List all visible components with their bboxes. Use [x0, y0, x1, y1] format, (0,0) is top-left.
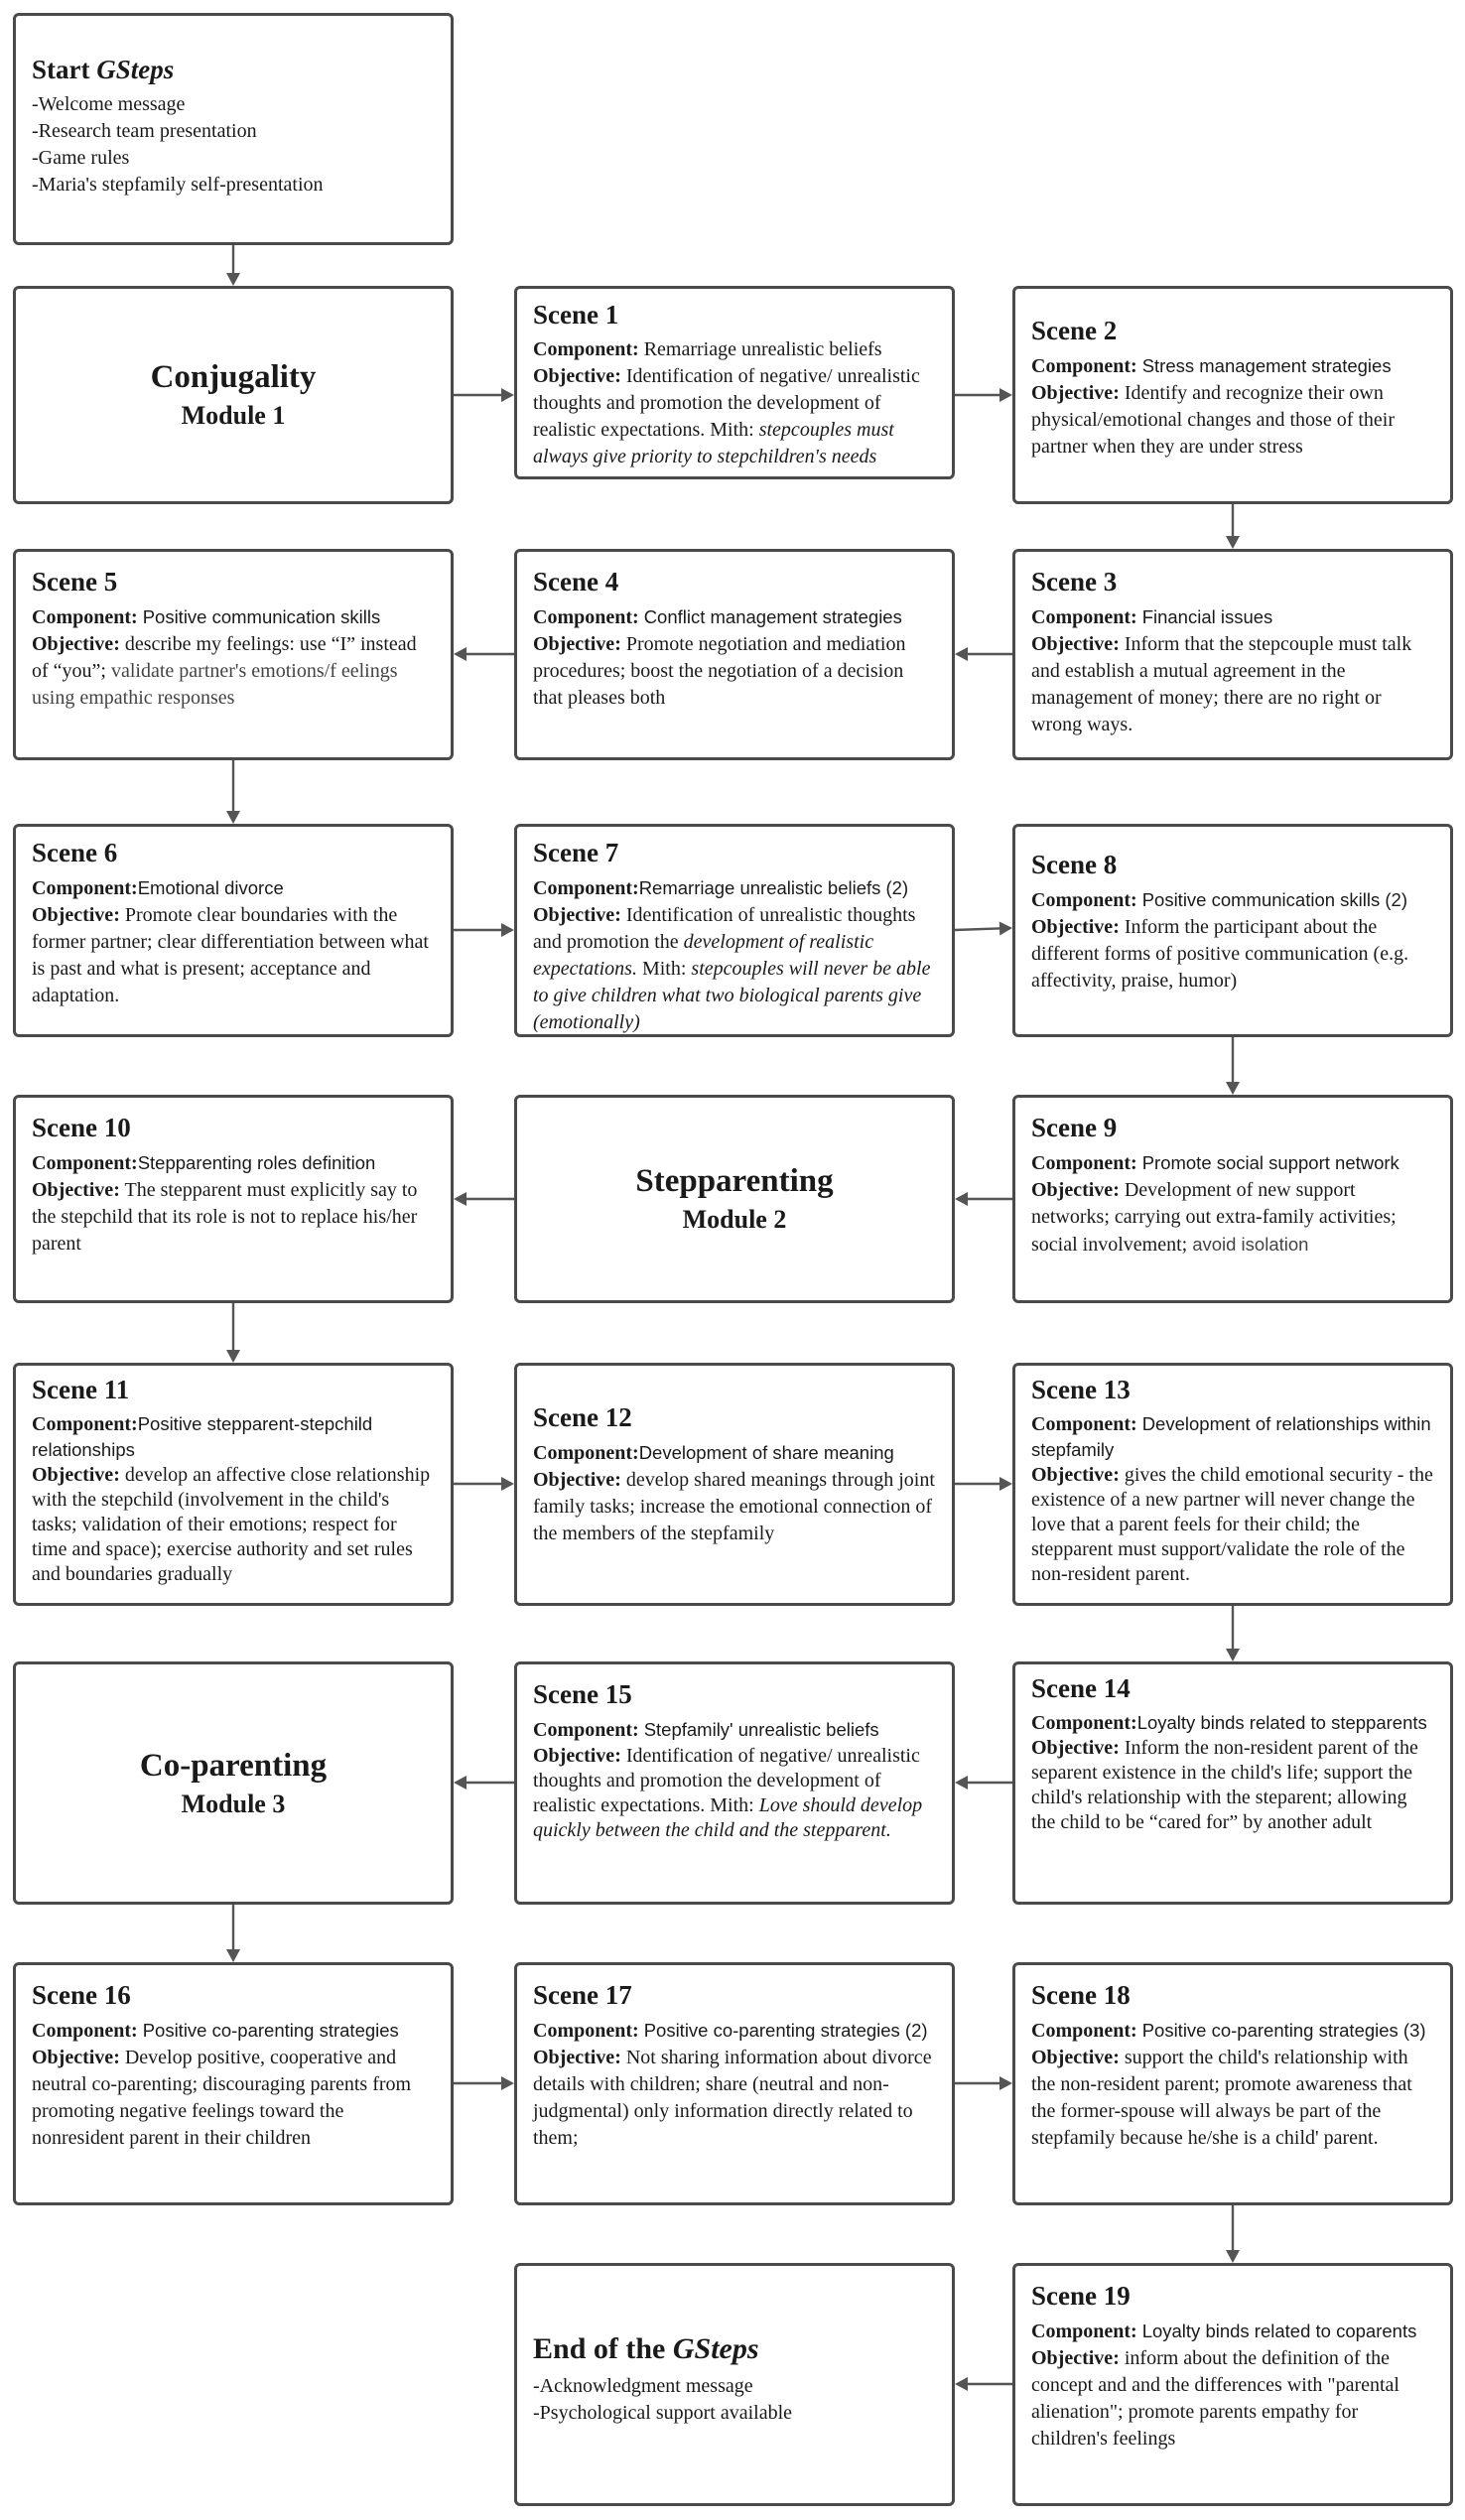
- arrowhead-icon: [501, 1477, 514, 1491]
- arrowhead-icon: [454, 647, 466, 661]
- objective-label: Objective:: [32, 904, 120, 926]
- objective-label: Objective:: [1031, 1737, 1120, 1759]
- scene-9-box: [1012, 1095, 1453, 1303]
- component-label: Component:: [533, 1719, 639, 1741]
- start-box: [13, 13, 454, 245]
- scene-6-title: Scene 6: [32, 838, 118, 867]
- module-3-subtitle: Module 3: [181, 1789, 286, 1818]
- scene-15-component: Stepfamily' unrealistic beliefs: [643, 1719, 879, 1740]
- scene-9-objective-extra: avoid isolation: [1192, 1234, 1309, 1255]
- scene-8-objective: Inform the participant about the different forms of positive communication (e.g. affectivity, praise, humor): [1031, 916, 1409, 992]
- arrowhead-icon: [1226, 536, 1240, 549]
- scene-7-objective-italic: development of realistic expectations.: [533, 931, 874, 980]
- arrowhead-icon: [501, 388, 514, 402]
- flow-arrow-line: [955, 928, 999, 930]
- scene-13-box: [1012, 1363, 1453, 1606]
- scene-8-component: Positive communication skills (2): [1141, 889, 1407, 910]
- scene-3-title: Scene 3: [1031, 567, 1118, 597]
- component-label: Component:: [1031, 2020, 1137, 2042]
- scene-19-title: Scene 19: [1031, 2281, 1131, 2311]
- objective-label: Objective:: [533, 365, 621, 387]
- scene-18-box: [1012, 1962, 1453, 2205]
- component-label: Component:: [32, 1152, 138, 1174]
- component-label: Component:: [533, 606, 639, 628]
- scene-12-component: Development of share meaning: [638, 1442, 894, 1463]
- component-label: Component:: [1031, 2321, 1137, 2342]
- scene-12-box: [514, 1363, 955, 1606]
- scene-15-box: [514, 1661, 955, 1905]
- objective-label: Objective:: [1031, 1464, 1120, 1486]
- scene-6-component: Emotional divorce: [137, 877, 284, 898]
- arrowhead-icon: [1226, 2250, 1240, 2263]
- scene-19-component: Loyalty binds related to coparents: [1141, 2321, 1417, 2341]
- scene-5-objective-extra: validate partner's emotions/f eelings using empathic responses: [32, 660, 398, 709]
- component-label: Component:: [533, 877, 639, 899]
- scene-9-objective: Development of new support networks; carrying out extra-family activities; social involvement;: [1031, 1179, 1397, 1256]
- scene-8-box: [1012, 824, 1453, 1037]
- end-title-text: End of the: [533, 2332, 666, 2365]
- scene-17-component: Positive co-parenting strategies (2): [643, 2020, 928, 2041]
- arrowhead-icon: [999, 2076, 1012, 2090]
- arrowhead-icon: [999, 921, 1012, 935]
- scene-17-objective: Not sharing information about divorce details with children; share (neutral and non-judgmental) only information directly related to them;: [533, 2047, 932, 2149]
- scene-9-component: Promote social support network: [1141, 1152, 1399, 1173]
- scene-12-title: Scene 12: [533, 1402, 632, 1432]
- scene-13-objective: gives the child emotional security - the existence of a new partner will never change the love that a parent feels for their child; the stepparent must support/validate the role of the non-resident parent.: [1031, 1464, 1433, 1585]
- scene-5-box: [13, 549, 454, 760]
- scene-7-title: Scene 7: [533, 838, 619, 867]
- scene-11-title: Scene 11: [32, 1375, 130, 1404]
- objective-label: Objective:: [533, 633, 621, 655]
- scene-19-box: [1012, 2263, 1453, 2506]
- start-item: -Maria's stepfamily self-presentation: [32, 174, 324, 196]
- scene-3-objective: Inform that the stepcouple must talk and establish a mutual agreement in the management of money; there are no right or wrong ways.: [1031, 633, 1412, 735]
- scene-7-box: [514, 824, 955, 1037]
- scene-11-box: [13, 1363, 454, 1606]
- objective-label: Objective:: [1031, 382, 1120, 404]
- component-label: Component:: [32, 1413, 138, 1435]
- scene-5-title: Scene 5: [32, 567, 118, 597]
- scene-2-box: [1012, 286, 1453, 504]
- arrowhead-icon: [226, 1350, 240, 1363]
- scene-8-title: Scene 8: [1031, 850, 1118, 879]
- scene-13-component: Development of relationships within stepfamily: [1031, 1413, 1431, 1460]
- scene-18-title: Scene 18: [1031, 1980, 1131, 2010]
- end-item: -Acknowledgment message: [533, 2375, 753, 2397]
- scene-17-box: [514, 1962, 955, 2205]
- component-label: Component:: [32, 877, 138, 899]
- scene-7-component: Remarriage unrealistic beliefs (2): [638, 877, 909, 898]
- scene-14-box: [1012, 1661, 1453, 1905]
- scene-15-title: Scene 15: [533, 1679, 632, 1709]
- scene-13-title: Scene 13: [1031, 1375, 1131, 1404]
- arrowhead-icon: [955, 647, 968, 661]
- start-item: -Research team presentation: [32, 120, 257, 142]
- arrowhead-icon: [226, 811, 240, 824]
- scene-11-component: Positive stepparent-stepchild relationships: [32, 1413, 373, 1460]
- scene-5-component: Positive communication skills: [142, 606, 381, 627]
- scene-4-objective: Promote negotiation and mediation procedures; boost the negotiation of a decision that pleases both: [533, 633, 906, 709]
- scene-4-component: Conflict management strategies: [643, 606, 902, 627]
- start-item: -Game rules: [32, 147, 130, 169]
- scene-2-title: Scene 2: [1031, 316, 1118, 345]
- scene-15-objective-myth: Love should develop quickly between the child and the stepparent.: [533, 1794, 923, 1841]
- component-label: Component:: [533, 2020, 639, 2042]
- scene-14-objective: Inform the non-resident parent of the separent existence in the child's life; support the child's relationship with the steparent; allowing the child to be “cared for” by another adult: [1031, 1737, 1418, 1833]
- component-label: Component:: [1031, 355, 1137, 377]
- scene-19-objective: inform about the definition of the concept and and the differences with "parental alienation"; promote parents empathy for children's feelings: [1031, 2347, 1399, 2450]
- scene-12-objective: develop shared meanings through joint family tasks; increase the emotional connection of the members of the stepfamily: [533, 1469, 935, 1544]
- arrowhead-icon: [226, 1949, 240, 1962]
- module-3-box: [13, 1661, 454, 1905]
- start-title: [32, 54, 435, 85]
- scene-2-component: Stress management strategies: [1141, 355, 1392, 376]
- arrowhead-icon: [955, 1776, 968, 1790]
- scene-4-box: [514, 549, 955, 760]
- arrowhead-icon: [501, 923, 514, 937]
- module-2-title: Stepparenting: [635, 1163, 834, 1199]
- scene-18-objective: support the child's relationship with the non-resident parent; promote awareness that the former-spouse will always be part of the stepfamily because he/she is a child' parent.: [1031, 2047, 1412, 2149]
- end-title-italic: GSteps: [672, 2332, 759, 2365]
- scene-10-component: Stepparenting roles definition: [137, 1152, 376, 1173]
- module-1-box: [13, 286, 454, 504]
- scene-11-objective: develop an affective close relationship with the stepchild (involvement in the child's tasks; validation of their emotions; respect for time and space); exercise authority and set rules and boundaries gradually: [32, 1464, 431, 1585]
- module-2-box: [514, 1095, 955, 1303]
- scene-6-box: [13, 824, 454, 1037]
- scene-1-objective: Identification of negative/ unrealistic thoughts and promotion the development of realistic expectations. Mith:: [533, 365, 920, 441]
- arrowhead-icon: [955, 2377, 968, 2391]
- component-label: Component:: [533, 338, 639, 360]
- scene-16-box: [13, 1962, 454, 2205]
- objective-label: Objective:: [32, 633, 120, 655]
- start-item: -Welcome message: [32, 93, 186, 115]
- scene-6-objective: Promote clear boundaries with the former partner; clear differentiation between what is past and what is present; acceptance and adaptation.: [32, 904, 429, 1006]
- objective-label: Objective:: [533, 1469, 621, 1491]
- objective-label: Objective:: [533, 1745, 621, 1767]
- objective-label: Objective:: [1031, 916, 1120, 938]
- start-title-text: Start: [32, 55, 90, 84]
- scene-10-objective: The stepparent must explicitly say to the stepchild that its role is not to replace his/her parent: [32, 1179, 418, 1255]
- scene-3-component: Financial issues: [1141, 606, 1273, 627]
- objective-label: Objective:: [1031, 1179, 1120, 1201]
- objective-label: Objective:: [32, 2047, 120, 2068]
- arrowhead-icon: [454, 1776, 466, 1790]
- component-label: Component:: [32, 2020, 138, 2042]
- objective-label: Objective:: [533, 2047, 621, 2068]
- arrowhead-icon: [955, 1192, 968, 1206]
- scene-1-component: Remarriage unrealistic beliefs: [643, 338, 882, 360]
- scene-16-title: Scene 16: [32, 1980, 131, 2010]
- scene-1-objective-myth: stepcouples must always give priority to stepchildren's needs: [533, 419, 894, 467]
- objective-label: Objective:: [1031, 633, 1120, 655]
- scene-14-component: Loyalty binds related to stepparents: [1136, 1712, 1427, 1733]
- component-label: Component:: [1031, 606, 1137, 628]
- component-label: Component:: [1031, 1413, 1137, 1435]
- arrowhead-icon: [454, 1192, 466, 1206]
- scene-15-objective: Identification of negative/ unrealistic thoughts and promotion the development of realistic expectations. Mith:: [533, 1745, 920, 1816]
- end-box: [514, 2263, 955, 2506]
- scene-10-box: [13, 1095, 454, 1303]
- scene-1-box: [514, 286, 955, 479]
- component-label: Component:: [1031, 1712, 1137, 1734]
- module-2-subtitle: Module 2: [682, 1205, 787, 1234]
- component-label: Component:: [1031, 889, 1137, 911]
- component-label: Component:: [32, 606, 138, 628]
- scene-16-objective: Develop positive, cooperative and neutral co-parenting; discouraging parents from promoting negative feelings toward the nonresident parent in their children: [32, 2047, 412, 2149]
- end-title: [533, 2331, 936, 2367]
- scene-1-title: Scene 1: [533, 300, 619, 330]
- objective-label: Objective:: [1031, 2047, 1120, 2068]
- start-title-italic: GSteps: [96, 55, 175, 84]
- arrowhead-icon: [501, 2076, 514, 2090]
- arrowhead-icon: [999, 1477, 1012, 1491]
- scene-14-title: Scene 14: [1031, 1673, 1131, 1703]
- scene-7-objective-mith: Mith:: [641, 958, 687, 980]
- scene-2-objective: Identify and recognize their own physical/emotional changes and those of their partner when they are under stress: [1031, 382, 1396, 458]
- module-1-subtitle: Module 1: [181, 401, 286, 430]
- scene-10-title: Scene 10: [32, 1113, 131, 1142]
- objective-label: Objective:: [1031, 2347, 1120, 2369]
- component-label: Component:: [1031, 1152, 1137, 1174]
- arrowhead-icon: [1226, 1082, 1240, 1095]
- scene-17-title: Scene 17: [533, 1980, 632, 2010]
- scene-5-objective: describe my feelings: use “I” instead of “you”;: [32, 633, 417, 682]
- objective-label: Objective:: [533, 904, 621, 926]
- module-3-title: Co-parenting: [139, 1747, 328, 1784]
- scene-7-objective: Identification of unrealistic thoughts and promotion the: [533, 904, 916, 953]
- scene-4-title: Scene 4: [533, 567, 619, 597]
- module-1-title: Conjugality: [150, 359, 317, 395]
- arrowhead-icon: [1226, 1649, 1240, 1661]
- objective-label: Objective:: [32, 1464, 120, 1486]
- scene-9-title: Scene 9: [1031, 1113, 1118, 1142]
- arrowhead-icon: [226, 273, 240, 286]
- component-label: Component:: [533, 1442, 639, 1464]
- scene-18-component: Positive co-parenting strategies (3): [1141, 2020, 1426, 2041]
- objective-label: Objective:: [32, 1179, 120, 1201]
- scene-16-component: Positive co-parenting strategies: [142, 2020, 399, 2041]
- scene-7-objective-myth: stepcouples will never be able to give children what two biological parents give (emotionally): [533, 958, 931, 1033]
- scene-3-box: [1012, 549, 1453, 760]
- arrowhead-icon: [999, 388, 1012, 402]
- end-item: -Psychological support available: [533, 2402, 793, 2424]
